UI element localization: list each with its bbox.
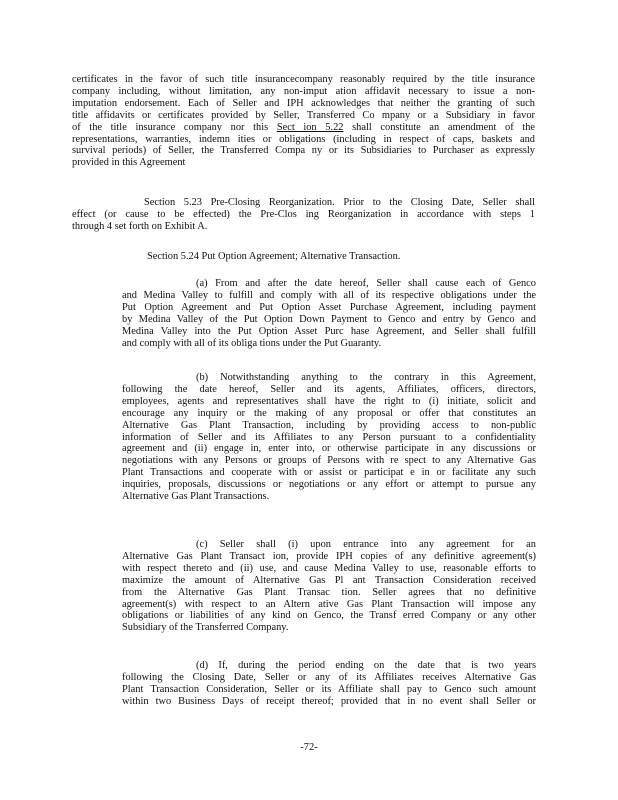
text-line: survival periods) of Seller, the Transferred Compa ny or its Subsidiaries to Purchaser as expressly bbox=[72, 145, 535, 157]
text-line: Alternative Gas Plant Transaction, including by providing access to non-public bbox=[122, 419, 536, 431]
text-line: representations, warranties, indemn ities or obligations (including in respect of caps, baskets and bbox=[72, 133, 535, 145]
text-line: obligations or liabilities of any kind on Genco, the Transf erred Company or any other bbox=[122, 610, 536, 622]
text-line: negotiations with any Persons or groups of Persons with re spect to any Alternative Gas bbox=[122, 455, 536, 467]
text-line bbox=[72, 122, 535, 134]
paragraph-5-24-a bbox=[122, 278, 536, 349]
paragraph-5-24-d bbox=[122, 660, 536, 708]
text-line: employees, agents and representatives shall have the right to (i) initiate, solicit and bbox=[122, 395, 536, 407]
text-line: from the Alternative Gas Plant Transac tion. Seller agrees that no definitive bbox=[122, 586, 536, 598]
text-line: within two Business Days of receipt thereof; provided that in no event shall Seller or bbox=[122, 695, 536, 707]
paragraph-5-24-b bbox=[122, 372, 536, 503]
text-line: Plant Transaction Consideration, Seller or its Affiliate shall pay to Genco such amount bbox=[122, 683, 536, 695]
text-line: (a) From and after the date hereof, Seller shall cause each of Genco bbox=[196, 278, 536, 289]
text-line: with respect thereto and (ii) use, and cause Medina Valley to use, reasonable efforts to bbox=[122, 562, 536, 574]
text-line: (d) If, during the period ending on the date that is two years bbox=[196, 660, 536, 671]
text-line: Alternative Gas Plant Transactions. bbox=[122, 491, 270, 503]
text-line: following the Closing Date, Seller or any of its Affiliates receives Alternative Gas bbox=[122, 671, 536, 683]
text-segment: of the title insurance company nor this bbox=[72, 121, 269, 133]
text-line: inquiries, proposals, discussions or negotiations or any effort or attempt to pursue any bbox=[122, 479, 536, 491]
text-line: by Medina Valley of the Put Option Down Payment to Genco and entry by Genco and bbox=[122, 313, 536, 325]
text-line: encourage any inquiry or the making of any proposal or offer that constitutes an bbox=[122, 407, 536, 419]
text-line: Plant Transactions and cooperate with or assist or participat e in or facilitate any such bbox=[122, 467, 536, 479]
text-line: maximize the amount of Alternative Gas Pl ant Transaction Consideration received bbox=[122, 574, 536, 586]
text-line: title affidavits or certificates provided by Seller, Transferred Co mpany or a Subsidiary in favor bbox=[72, 109, 535, 121]
text-line: effect (or cause to be effected) the Pre-Clos ing Reorganization in accordance with steps 1 bbox=[72, 208, 535, 220]
section-5-24-heading bbox=[147, 251, 497, 263]
text-segment: shall constitute an amendment of the bbox=[343, 121, 536, 133]
paragraph-section-5-23 bbox=[72, 197, 535, 233]
text-line: certificates in the favor of such title insurancecompany reasonably required by the title insurance bbox=[72, 74, 535, 85]
text-line: Put Option Agreement and Put Option Asset Purchase Agreement, including payment bbox=[122, 301, 536, 313]
paragraph-title-insurance bbox=[72, 74, 535, 169]
text-line: following the date hereof, Seller and its agents, Affiliates, officers, directors, bbox=[122, 383, 536, 395]
text-line: provided in this Agreement bbox=[72, 157, 186, 169]
text-line: and comply with all of its obliga tions under the Put Guaranty. bbox=[122, 337, 382, 349]
text-line: through 4 set forth on Exhibit A. bbox=[72, 220, 208, 232]
text-line: Alternative Gas Plant Transact ion, provide IPH copies of any definitive agreement(s) bbox=[122, 550, 536, 562]
section-reference: Sect ion 5.22 bbox=[276, 121, 344, 133]
text-line: Section 5.24 Put Option Agreement; Alternative Transaction. bbox=[147, 251, 401, 262]
text-line: (b) Notwithstanding anything to the contrary in this Agreement, bbox=[196, 372, 536, 383]
text-line: company including, without limitation, any non-imput ation affidavit necessary to issue a non- bbox=[72, 85, 535, 97]
text-line: and Medina Valley to fulfill and comply with all of its respective obligations under the bbox=[122, 289, 536, 301]
page-number: -72- bbox=[300, 742, 318, 753]
text-line: information of Seller and its Affiliates to any Person pursuant to a confidentiality bbox=[122, 431, 536, 443]
text-line: Subsidiary of the Transferred Company. bbox=[122, 622, 289, 634]
text-line: Medina Valley into the Put Option Asset Purc hase Agreement, and Seller shall fulfill bbox=[122, 325, 536, 337]
text-line: agreement(s) with respect to an Altern ative Gas Plant Transaction will impose any bbox=[122, 598, 536, 610]
text-line: agreement and (ii) engage in, enter into, or otherwise participate in any discussions or bbox=[122, 443, 536, 455]
text-line: Section 5.23 Pre-Closing Reorganization. Prior to the Closing Date, Seller shall bbox=[144, 197, 535, 208]
paragraph-5-24-c bbox=[122, 539, 536, 634]
text-line: imputation endorsement. Each of Seller and IPH acknowledges that neither the granting of such bbox=[72, 97, 535, 109]
text-line: (c) Seller shall (i) upon entrance into any agreement for an bbox=[196, 539, 536, 550]
